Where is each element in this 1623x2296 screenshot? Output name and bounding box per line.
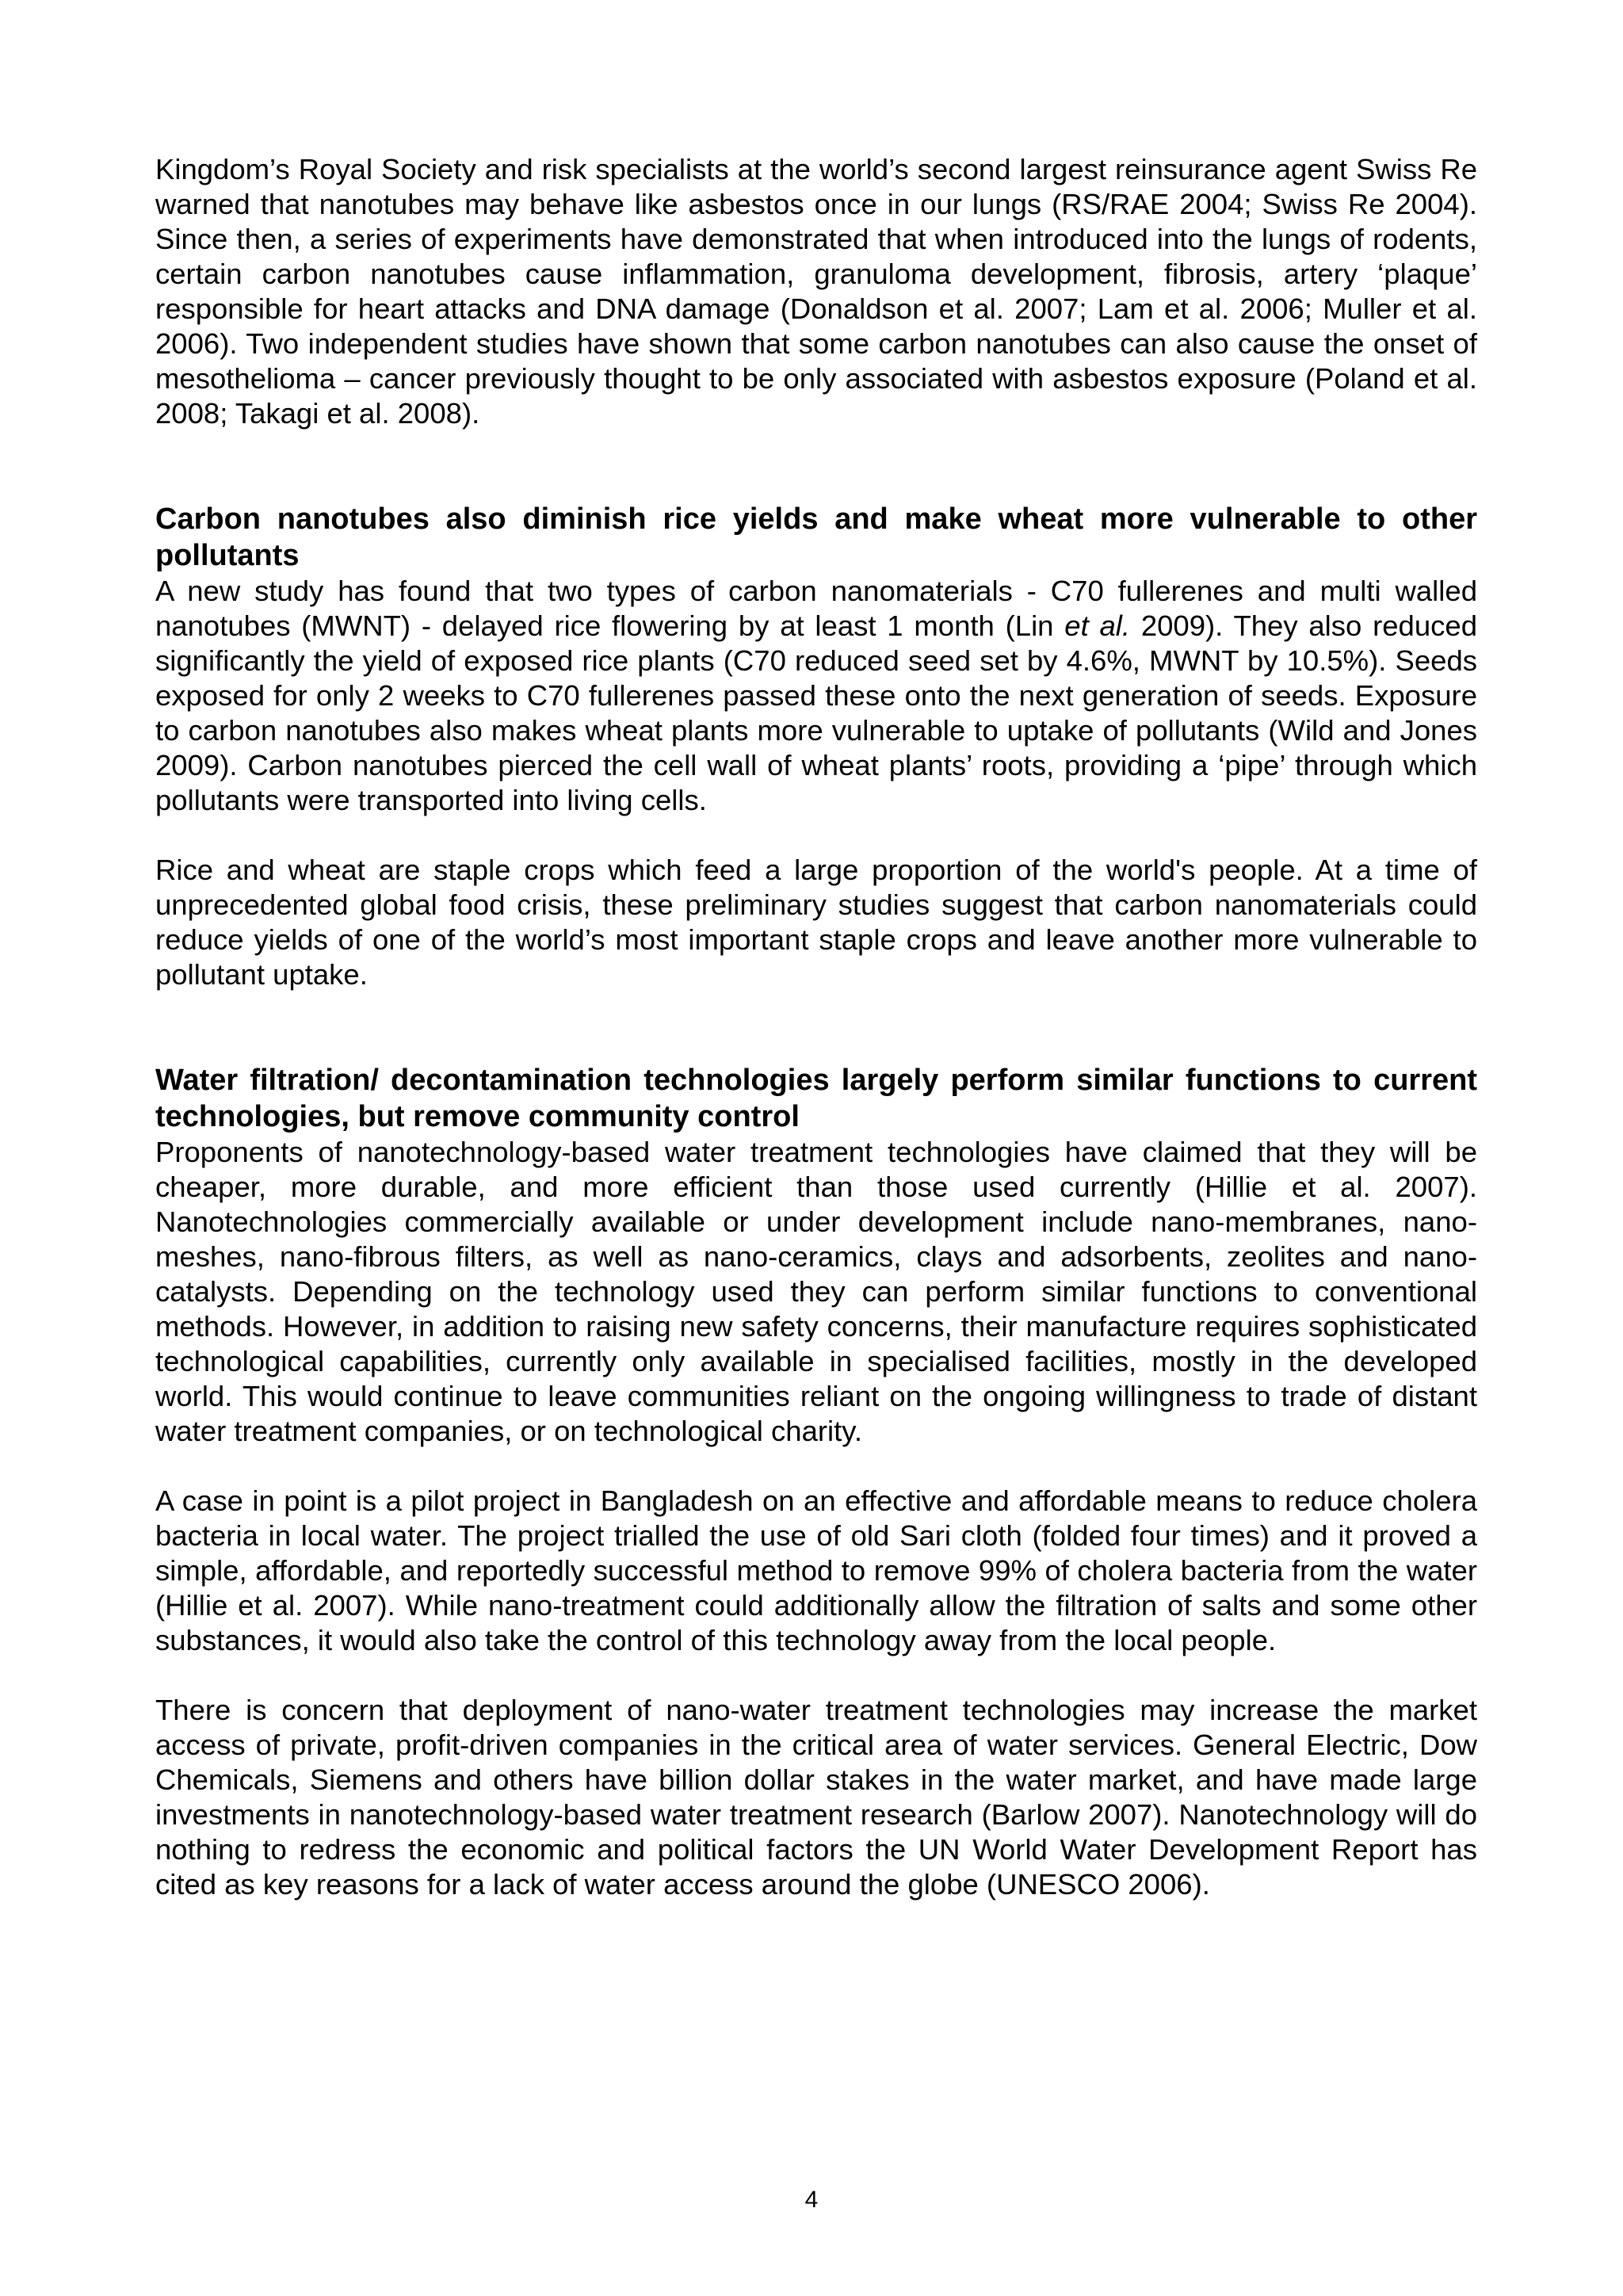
water-paragraph-2: A case in point is a pilot project in Bangladesh on an effective and affordable means to reduce cholera bacteria in local water. The project trialled the use of old Sari cloth (folded four times) and it proved a simple, affordable, and reportedly successful method to remove 99% of cholera bacteria from the water (Hillie et al. 2007). While nano-treatment could additionally allow the filtration of salts and some other substances, it would also take the control of this technology away from the local people. xyxy=(155,1484,1477,1656)
water-section-heading: Water filtration/ decontamination technologies largely perform similar functions to current technologies, but remove community control xyxy=(155,1064,1477,1133)
water-paragraph-3: There is concern that deployment of nano-water treatment technologies may increase the market access of private, profit-driven companies in the critical area of water services. General Electric, Dow Chemicals, Siemens and others have billion dollar stakes in the water market, and have made large investments in nanotechnology-based water treatment research (Barlow 2007). Nanotechnology will do nothing to redress the economic and political factors the UN World Water Development Report has cited as key reasons for a lack of water access around the globe (UNESCO 2006). xyxy=(155,1694,1477,1901)
rice-paragraph-1-start: A new study has found that two types of carbon nanomaterials - C70 fullerenes and multi walled nanotubes (MWNT) - delayed rice flowering by at least 1 month (Lin xyxy=(155,575,1477,642)
intro-paragraph: Kingdom’s Royal Society and risk specialists at the world’s second largest reinsurance agent Swiss Re warned that nanotubes may behave like asbestos once in our lungs (RS/RAE 2004; Swiss Re 2004). Since then, a series of experiments have demonstrated that when introduced into the lungs of rodents, certain carbon nanotubes cause inflammation, granuloma development, fibrosis, artery ‘plaque’ responsible for heart attacks and DNA damage (Donaldson et al. 2007; Lam et al. 2006; Muller et al. 2006). Two independent studies have shown that some carbon nanotubes can also cause the onset of mesothelioma – cancer previously thought to be only associated with asbestos exposure (Poland et al. 2008; Takagi et al. 2008). xyxy=(155,153,1477,430)
rice-paragraph-1-italic: et al. xyxy=(1064,609,1131,642)
rice-paragraph-1 xyxy=(155,574,1477,818)
document-page xyxy=(155,152,1477,1902)
page-number: 4 xyxy=(804,2187,819,2213)
section-spacer xyxy=(155,431,1477,501)
paragraph-spacer xyxy=(155,1658,1477,1693)
rice-paragraph-2: Rice and wheat are staple crops which feed a large proportion of the world's people. At a time of unprecedented global food crisis, these preliminary studies suggest that carbon nanomaterials could reduce yields of one of the world’s most important staple crops and leave another more vulnerable to pollutant uptake. xyxy=(155,854,1477,991)
section-spacer xyxy=(155,992,1477,1062)
paragraph-spacer xyxy=(155,1449,1477,1484)
water-paragraph-1: Proponents of nanotechnology-based water treatment technologies have claimed that they will be cheaper, more durable, and more efficient than those used currently (Hillie et al. 2007). Nanotechnologies commercially available or under development include nano-membranes, nano-meshes, nano-fibrous filters, as well as nano-ceramics, clays and adsorbents, zeolites and nano-catalysts. Depending on the technology used they can perform similar functions to conventional methods. However, in addition to raising new safety concerns, their manufacture requires sophisticated technological capabilities, currently only available in specialised facilities, mostly in the developed world. This would continue to leave communities reliant on the ongoing willingness to trade of distant water treatment companies, or on technological charity. xyxy=(155,1136,1477,1447)
paragraph-spacer xyxy=(155,818,1477,853)
rice-section-heading: Carbon nanotubes also diminish rice yields and make wheat more vulnerable to other pollutants xyxy=(155,502,1477,572)
rice-paragraph-1-end: 2009). They also reduced significantly the yield of exposed rice plants (C70 reduced seed set by 4.6%, MWNT by 10.5%). Seeds exposed for only 2 weeks to C70 fullerenes passed these onto the next generation of seeds. Exposure to carbon nanotubes also makes wheat plants more vulnerable to uptake of pollutants (Wild and Jones 2009). Carbon nanotubes pierced the cell wall of wheat plants’ roots, providing a ‘pipe’ through which pollutants were transported into living cells. xyxy=(155,609,1478,816)
